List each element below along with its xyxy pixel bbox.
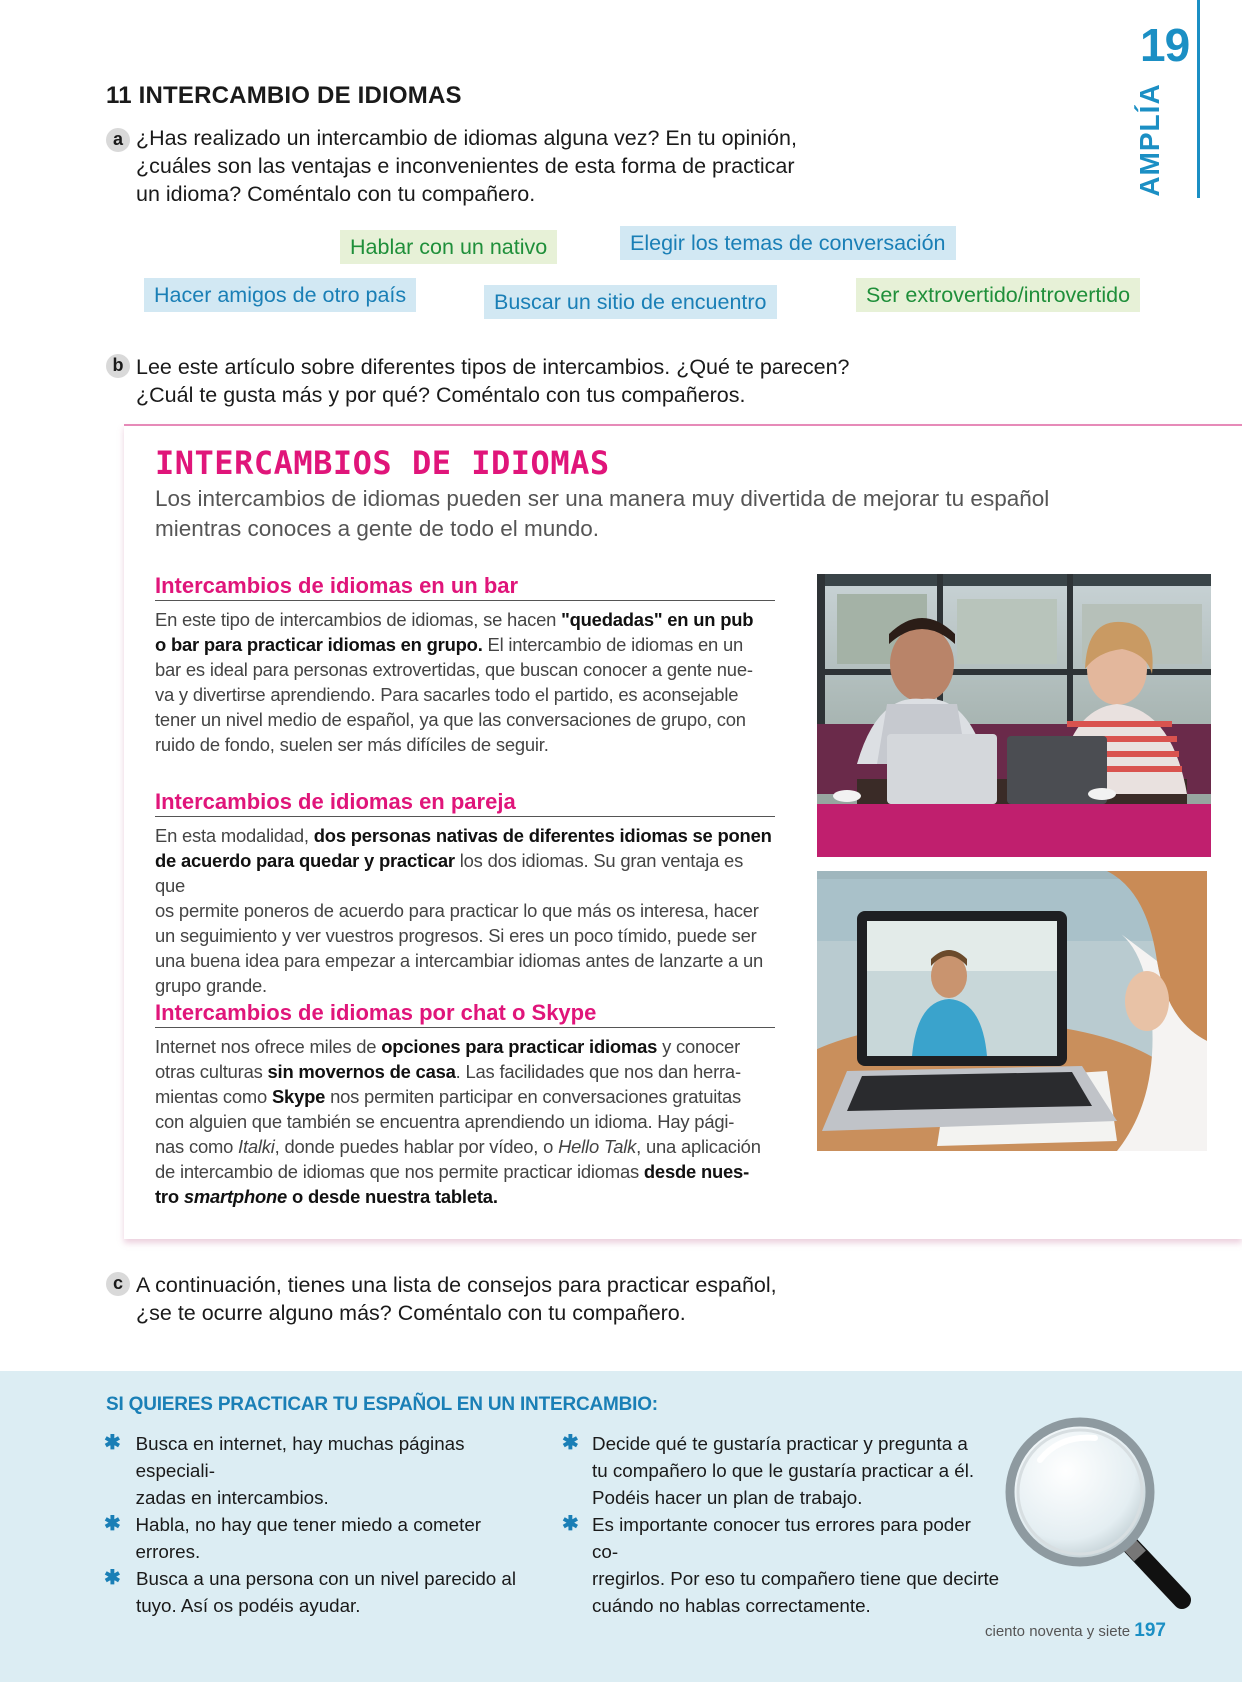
tag-ser-extrovertido: Ser extrovertido/introvertido <box>856 278 1140 312</box>
photo-skype-illustration <box>817 871 1207 1151</box>
asterisk-icon: ✱ <box>562 1432 579 1454</box>
article-body-bar: En este tipo de intercambios de idiomas, se hacen "quedadas" en un pub o bar para practicar idiomas en grupo. El intercambio de idiomas en un bar es ideal para personas extrovertidas, que buscan conocer a gente nue- va y divertirse aprendiendo. Para sacarles todo el partido, es aconsejable tener un nivel medio de español, ya que las conversaciones de grupo, con ruido de fondo, suelen ser más difíciles de seguir. <box>155 609 754 755</box>
asterisk-icon: ✱ <box>104 1567 121 1589</box>
article-lead: Los intercambios de idiomas pueden ser una manera muy divertida de mejorar tu español mientras conoces a gente de todo el mundo. <box>155 486 1050 541</box>
tag-elegir-temas: Elegir los temas de conversación <box>620 226 956 260</box>
asterisk-icon: ✱ <box>562 1513 579 1535</box>
tip-item: ✱ Es importante conocer tus errores para poder co- rregirlos. Por eso tu compañero tiene que decirte cuándo no hablas correctamente. <box>562 1511 1002 1619</box>
tips-right-list <box>562 1430 1002 1619</box>
asterisk-icon: ✱ <box>104 1432 121 1454</box>
tag-hacer-amigos: Hacer amigos de otro país <box>144 278 416 312</box>
tips-left-list <box>104 1430 544 1619</box>
activity-c-text: A continuación, tienes una lista de consejos para practicar español, ¿se te ocurre alguno más? Coméntalo con tu compañero. <box>136 1273 777 1325</box>
photo-bar-illustration <box>817 574 1211 857</box>
tag-hablar-nativo: Hablar con un nativo <box>340 230 557 264</box>
activity-c-badge: c <box>106 1272 130 1296</box>
tips-title: SI QUIERES PRACTICAR TU ESPAÑOL EN UN INTERCAMBIO: <box>106 1394 658 1415</box>
activity-a-badge: a <box>106 128 130 152</box>
asterisk-icon: ✱ <box>104 1513 121 1535</box>
unit-number: 19 <box>1140 19 1190 71</box>
photo-bar-intercambio <box>817 574 1211 857</box>
article-heading-pareja: Intercambios de idiomas en pareja <box>155 789 775 817</box>
page-number: 197 <box>1134 1620 1166 1641</box>
photo-skype-intercambio <box>817 871 1207 1151</box>
section-title: 11 INTERCAMBIO DE IDIOMAS <box>106 82 462 109</box>
unit-label: AMPLÍA <box>1134 83 1165 197</box>
unit-divider <box>1197 0 1200 198</box>
tip-item: ✱ Decide qué te gustaría practicar y pregunta a tu compañero lo que le gustaría practicar a él. Podéis hacer un plan de trabajo. <box>562 1430 1002 1511</box>
activity-b-text: Lee este artículo sobre diferentes tipos de intercambios. ¿Qué te parecen? ¿Cuál te gusta más y por qué? Coméntalo con tus compañeros. <box>136 355 850 407</box>
tip-item: ✱ Busca a una persona con un nivel parecido al tuyo. Así os podéis ayudar. <box>104 1565 544 1619</box>
tip-item: ✱ Habla, no hay que tener miedo a cometer errores. <box>104 1511 544 1565</box>
tip-item: ✱ Busca en internet, hay muchas páginas especiali- zadas en intercambios. <box>104 1430 544 1511</box>
tag-buscar-sitio: Buscar un sitio de encuentro <box>484 285 777 319</box>
article-heading-bar: Intercambios de idiomas en un bar <box>155 573 775 601</box>
magnifying-glass-icon <box>1000 1410 1200 1610</box>
activity-a-text: ¿Has realizado un intercambio de idiomas alguna vez? En tu opinión, ¿cuáles son las ventajas e inconvenientes de esta forma de practicar un idioma? Coméntalo con tu compañero. <box>136 126 797 206</box>
article-heading-skype: Intercambios de idiomas por chat o Skype <box>155 1000 775 1028</box>
page-footer: ciento noventa y siete 197 <box>985 1620 1166 1641</box>
activity-b-badge: b <box>106 354 130 378</box>
article-title: INTERCAMBIOS DE IDIOMAS <box>155 444 610 482</box>
article-body-pareja: En esta modalidad, dos personas nativas de diferentes idiomas se ponen de acuerdo para quedar y practicar los dos idiomas. Su gran ventaja es que os permite poneros de acuerdo para practicar lo que más os interesa, hacer un seguimiento y ver vuestros progresos. Si eres un poco tímido, puede ser una buena idea para empezar a intercambiar idiomas antes de lanzarte a un grupo grande. <box>155 825 772 996</box>
article-body-skype: Internet nos ofrece miles de opciones para practicar idiomas y conocer otras culturas sin movernos de casa. Las facilidades que nos dan herra- mientas como Skype nos permiten participar en conversaciones gratuitas con alguien que también se encuentra aprendiendo un idioma. Hay pági- nas como Italki, donde puedes hablar por vídeo, o Hello Talk, una aplicación de intercambio de idiomas que nos permite practicar idiomas desde nues- tro smartphone o desde nuestra tableta. <box>155 1036 761 1207</box>
